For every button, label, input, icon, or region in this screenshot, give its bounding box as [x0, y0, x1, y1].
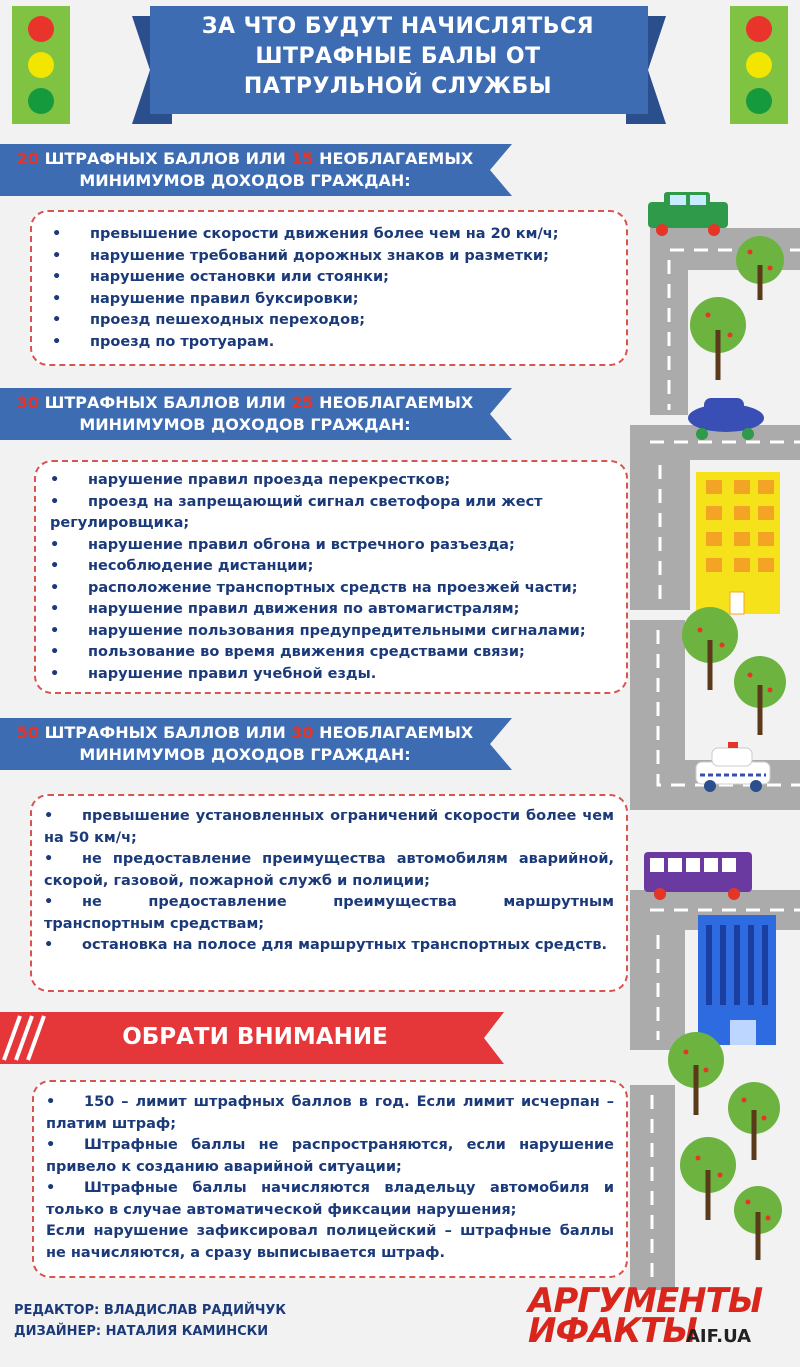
- section-heading-2: 30 ШТРАФНЫХ БАЛЛОВ ИЛИ 25 НЕОБЛАГАЕМЫХ МИНИМУМОВ ДОХОДОВ ГРАЖДАН:: [16, 393, 474, 434]
- list-item: • остановка на полосе для маршрутных транспортных средств.: [44, 937, 608, 953]
- list-item: • нарушение правил движения по автомагистралям;: [50, 601, 520, 617]
- list-item: • проезд на запрещающий сигнал светофора или жест регулировщика;: [50, 493, 543, 531]
- list-item: • расположение транспортных средств на проезжей части;: [50, 579, 578, 596]
- designer-credit: ДИЗАЙНЕР: НАТАЛИЯ КАМИНСКИ: [14, 1324, 269, 1339]
- list-item: • превышение скорости движения более чем на 20 км/ч;: [52, 226, 559, 242]
- list-item: • 150 – лимит штрафных баллов в год. Если лимит исчерпан – платим штраф;: [46, 1094, 614, 1132]
- list-item: • не предоставление преимущества маршрутным транспортным средствам;: [44, 894, 614, 932]
- section-heading-3: 50 ШТРАФНЫХ БАЛЛОВ ИЛИ 30 НЕОБЛАГАЕМЫХ МИНИМУМОВ ДОХОДОВ ГРАЖДАН:: [16, 723, 474, 764]
- traffic-light-left-icon: [12, 6, 70, 124]
- site-label: AIF.UA: [686, 1326, 752, 1347]
- list-item: • несоблюдение дистанции;: [50, 558, 314, 574]
- list-item: • нарушение требований дорожных знаков и разметки;: [52, 247, 549, 264]
- list-item: • нарушение правил буксировки;: [52, 290, 359, 307]
- section-list-box-1: [30, 210, 628, 366]
- list-item: • Штрафные баллы не распространяются, если нарушение привело к созданию аварийной ситуации;: [46, 1137, 614, 1175]
- section-list-box-3: [30, 794, 628, 992]
- list-item: • проезд пешеходных переходов;: [52, 312, 366, 328]
- editor-credit: РЕДАКТОР: ВЛАДИСЛАВ РАДИЙЧУК: [14, 1303, 286, 1318]
- list-item: • Штрафные баллы начисляются владельцу автомобиля и только в случае автоматической фиксации нарушения;: [46, 1180, 614, 1218]
- list-item: • нарушение остановки или стоянки;: [52, 269, 389, 285]
- credits: [14, 1300, 286, 1342]
- list-item-extra: Если нарушение зафиксировал полицейский – штрафные баллы не начисляются, а сразу выписывается штраф.: [46, 1223, 614, 1261]
- list-item: • не предоставление преимущества автомобилям аварийной, скорой, газовой, пожарной служб и полиции;: [44, 851, 614, 889]
- list-item: • пользование во время движения средствами связи;: [50, 644, 525, 660]
- road-illustration: [630, 190, 800, 1290]
- list-item: • превышение установленных ограничений скорости более чем на 50 км/ч;: [44, 808, 614, 846]
- list-item: • нарушение правил обгона и встречного разъезда;: [50, 536, 515, 553]
- notice-list-box: [32, 1080, 628, 1278]
- section-list-box-2: [34, 460, 628, 694]
- page-title: ЗА ЧТО БУДУТ НАЧИСЛЯТЬСЯ ШТРАФНЫЕ БАЛЫ ОТ ПАТРУЛЬНОЙ СЛУЖБЫ: [201, 14, 595, 99]
- list-item: • нарушение правил учебной езды.: [50, 665, 377, 682]
- notice-title: ОБРАТИ ВНИМАНИЕ: [122, 1024, 388, 1050]
- aif-logo: АРГУМЕНТЫ ИФАКТЫ: [528, 1281, 763, 1351]
- traffic-light-right-icon: [730, 6, 788, 124]
- list-item: • проезд по тротуарам.: [52, 333, 275, 350]
- list-item: • нарушение пользования предупредительными сигналами;: [50, 622, 586, 639]
- section-heading-1: 20 ШТРАФНЫХ БАЛЛОВ ИЛИ 15 НЕОБЛАГАЕМЫХ МИНИМУМОВ ДОХОДОВ ГРАЖДАН:: [16, 149, 474, 190]
- list-item: • нарушение правил проезда перекрестков;: [50, 472, 451, 488]
